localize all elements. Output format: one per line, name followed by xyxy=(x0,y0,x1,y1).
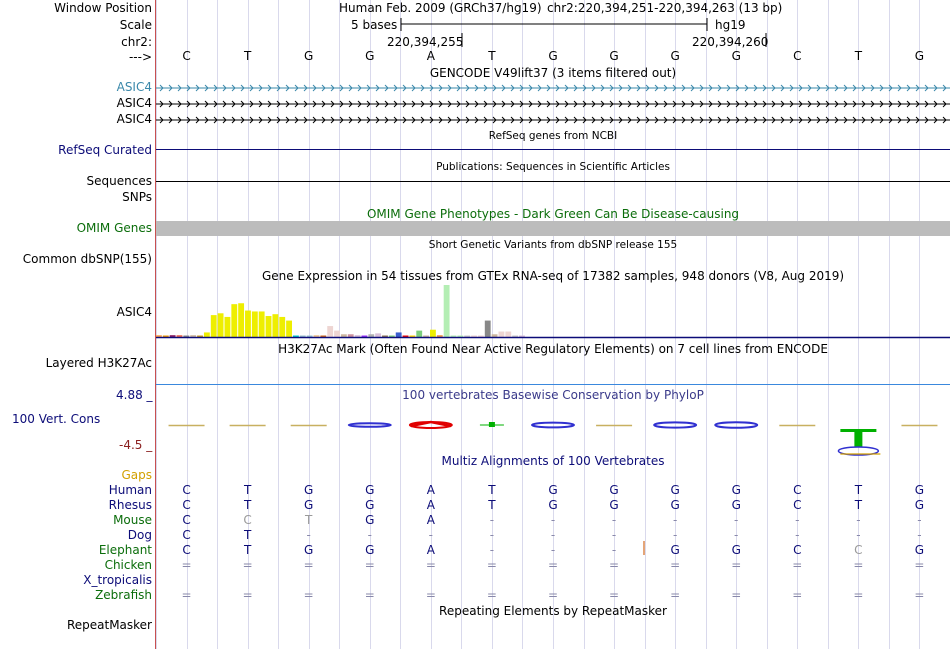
sequence-base: G xyxy=(304,49,314,63)
gtex-tissue-bar[interactable] xyxy=(348,334,354,337)
alignment-base: G xyxy=(304,543,314,557)
omim-label[interactable]: OMIM Genes xyxy=(76,221,152,235)
alignment-base: - xyxy=(550,543,556,557)
alignment-base: - xyxy=(611,528,617,542)
sequence-base: C xyxy=(182,49,191,63)
refseq-gene-line[interactable] xyxy=(156,149,950,150)
assembly-short: hg19 xyxy=(715,18,746,32)
species-label[interactable]: X_tropicalis xyxy=(83,573,152,587)
alignment-base: G xyxy=(304,483,314,497)
omim-gene-bar[interactable] xyxy=(156,221,950,236)
alignment-base: C xyxy=(182,528,191,542)
alignment-base: G xyxy=(365,498,375,512)
alignment-base: - xyxy=(917,513,922,527)
h3k27ac-signal-line[interactable] xyxy=(156,384,950,385)
gtex-title[interactable]: Gene Expression in 54 tissues from GTEx RNA-seq of 17382 samples, 948 donors (V8, Aug 2019) xyxy=(261,269,845,283)
gencode-item-label[interactable]: ASIC4 xyxy=(116,80,152,94)
alignment-base: = xyxy=(547,588,559,602)
alignment-base: G xyxy=(304,498,314,512)
alignment-base: C xyxy=(182,498,191,512)
alignment-base: T xyxy=(488,483,496,497)
alignment-base: A xyxy=(426,513,435,527)
alignment-base: = xyxy=(547,558,559,572)
gtex-tissue-bar[interactable] xyxy=(279,317,285,337)
dbsnp-label[interactable]: Common dbSNP(155) xyxy=(22,252,152,266)
snps-label[interactable]: SNPs xyxy=(122,190,152,204)
dbsnp-title[interactable]: Short Genetic Variants from dbSNP release 155 xyxy=(428,239,678,251)
alignment-base: G xyxy=(670,498,680,512)
alignment-base: A xyxy=(426,543,435,557)
alignment-base: - xyxy=(856,513,861,527)
elephant-insertion-marker xyxy=(643,541,646,557)
alignment-base: = xyxy=(242,588,253,602)
alignment-base: G xyxy=(914,483,925,497)
publications-line[interactable] xyxy=(156,181,950,182)
gtex-tissue-bar[interactable] xyxy=(314,335,320,337)
alignment-base: A xyxy=(426,498,435,512)
alignment-base: = xyxy=(670,558,681,572)
alignment-base: G xyxy=(731,498,741,512)
alignment-base: - xyxy=(611,513,617,527)
alignment-base: = xyxy=(731,588,742,602)
gtex-tissue-bar[interactable] xyxy=(430,330,436,337)
gtex-tissue-bar[interactable] xyxy=(204,332,210,337)
alignment-base: G xyxy=(731,483,741,497)
alignment-base: G xyxy=(548,483,558,497)
alignment-base: = xyxy=(486,588,497,602)
alignment-base: C xyxy=(854,543,863,557)
gtex-tissue-bar[interactable] xyxy=(396,332,402,337)
sequence-base: G xyxy=(609,49,619,63)
chrom-label: chr2: xyxy=(121,35,152,49)
species-label[interactable]: Human xyxy=(108,483,152,497)
gtex-tissue-bar[interactable] xyxy=(341,334,347,337)
sequence-base: T xyxy=(488,49,496,63)
sequence-base: T xyxy=(854,49,863,63)
alignment-base: - xyxy=(856,528,861,542)
alignment-base: T xyxy=(488,498,496,512)
window-position-label: Window Position xyxy=(54,1,152,15)
gtex-tissue-bar[interactable] xyxy=(259,311,265,337)
gtex-tissue-bar[interactable] xyxy=(485,321,491,337)
gtex-tissue-bar[interactable] xyxy=(355,335,361,337)
phylop-label[interactable]: 100 Vert. Cons xyxy=(12,412,101,426)
alignment-base: = xyxy=(670,588,681,602)
alignment-base: - xyxy=(917,528,922,542)
alignment-base: - xyxy=(611,543,617,557)
sequence-base: G xyxy=(731,49,741,63)
species-label[interactable]: Mouse xyxy=(113,513,152,527)
alignment-base: = xyxy=(853,588,864,602)
repeatmasker-label[interactable]: RepeatMasker xyxy=(66,618,152,632)
alignment-base: C xyxy=(243,513,252,527)
alignment-base: - xyxy=(489,528,495,542)
alignment-base: G xyxy=(365,543,375,557)
alignment-base: = xyxy=(486,558,497,572)
alignment-base: = xyxy=(303,588,314,602)
species-label[interactable]: Rhesus xyxy=(108,498,152,512)
assembly-title: Human Feb. 2009 (GRCh37/hg19) xyxy=(339,1,542,15)
alignment-base: - xyxy=(489,513,495,527)
gtex-tissue-bar[interactable] xyxy=(368,334,374,337)
alignment-base: G xyxy=(365,513,375,527)
gtex-tissue-bar[interactable] xyxy=(416,331,422,337)
alignment-base: = xyxy=(792,558,803,572)
alignment-base: T xyxy=(854,498,863,512)
coordinate-2: 220,394,260 xyxy=(692,35,769,49)
gtex-tissue-bar[interactable] xyxy=(375,333,381,337)
phylop-title[interactable]: 100 vertebrates Basewise Conservation by PhyloP xyxy=(402,388,704,402)
alignment-base: A xyxy=(426,483,435,497)
alignment-base: - xyxy=(672,513,678,527)
coordinate-1-tick xyxy=(461,33,463,49)
multiz-alignment[interactable] xyxy=(0,483,950,603)
gtex-tissue-bar[interactable] xyxy=(231,304,237,337)
gtex-tissue-bar[interactable] xyxy=(286,321,292,337)
alignment-base: G xyxy=(914,543,925,557)
alignment-base: G xyxy=(914,498,925,512)
alignment-base: G xyxy=(548,498,558,512)
gtex-tissue-bar[interactable] xyxy=(190,335,196,337)
alignment-base: = xyxy=(181,588,192,602)
sequence-base: G xyxy=(670,49,680,63)
phylop-letter-G xyxy=(532,423,574,428)
sequence-base: G xyxy=(365,49,375,63)
gtex-tissue-bar[interactable] xyxy=(266,316,272,337)
gtex-tissue-bar[interactable] xyxy=(327,326,333,337)
sequence-base: G xyxy=(914,49,925,63)
gtex-label[interactable]: ASIC4 xyxy=(116,305,152,319)
alignment-base: - xyxy=(734,513,739,527)
alignment-base: G xyxy=(365,483,375,497)
species-label[interactable]: Chicken xyxy=(104,558,152,572)
alignment-base: - xyxy=(367,528,372,542)
alignment-base: T xyxy=(854,483,863,497)
species-label[interactable]: Elephant xyxy=(98,543,152,557)
alignment-base: = xyxy=(364,588,375,602)
gencode-item-label[interactable]: ASIC4 xyxy=(116,96,152,110)
alignment-base: - xyxy=(795,528,800,542)
gtex-tissue-bar[interactable] xyxy=(238,303,244,337)
gtex-tissue-bar[interactable] xyxy=(218,313,224,337)
alignment-base: - xyxy=(734,528,739,542)
alignment-base: C xyxy=(182,483,191,497)
alignment-base: G xyxy=(670,543,680,557)
phylop-letter-G xyxy=(349,423,391,427)
phylop-conservation-logo[interactable] xyxy=(156,400,950,450)
alignment-base: G xyxy=(670,483,680,497)
sequence-base: T xyxy=(243,49,252,63)
alignment-base: - xyxy=(489,543,495,557)
alignment-base: G xyxy=(609,498,619,512)
gtex-tissue-bar[interactable] xyxy=(225,317,231,337)
alignment-base: G xyxy=(609,483,619,497)
gtex-tissue-bar[interactable] xyxy=(156,335,162,337)
alignment-base: - xyxy=(428,528,434,542)
alignment-base: C xyxy=(793,483,802,497)
gtex-tissue-bar[interactable] xyxy=(334,331,340,337)
h3k27ac-label[interactable]: Layered H3K27Ac xyxy=(45,356,152,370)
gtex-tissue-bar[interactable] xyxy=(437,335,443,337)
alignment-base: - xyxy=(550,528,556,542)
species-label[interactable]: Zebrafish xyxy=(95,588,152,602)
gtex-tissue-bar[interactable] xyxy=(499,332,505,337)
gtex-tissue-bar[interactable] xyxy=(211,315,217,337)
gencode-title[interactable]: GENCODE V49lift37 (3 items filtered out) xyxy=(429,66,677,80)
coordinate-1: 220,394,255 xyxy=(387,35,464,49)
alignment-base: = xyxy=(609,558,620,572)
phylop-letter-G xyxy=(654,422,696,427)
alignment-base: T xyxy=(305,513,313,527)
gtex-tissue-bar[interactable] xyxy=(505,332,511,337)
gtex-tissue-bar[interactable] xyxy=(272,314,278,337)
gtex-tissue-bar[interactable] xyxy=(245,311,251,337)
scale-bar-text: 5 bases xyxy=(351,18,398,32)
omim-title[interactable]: OMIM Gene Phenotypes - Dark Green Can Be Disease-causing xyxy=(366,207,740,221)
alignment-base: - xyxy=(550,513,556,527)
phylop-min-label: -4.5 _ xyxy=(119,438,153,452)
repeatmasker-title[interactable]: Repeating Elements by RepeatMasker xyxy=(439,604,667,618)
alignment-base: = xyxy=(425,558,436,572)
h3k27ac-title[interactable]: H3K27Ac Mark (Often Found Near Active Regulatory Elements) on 7 cell lines from ENCODE xyxy=(278,342,828,356)
multiz-title[interactable]: Multiz Alignments of 100 Vertebrates xyxy=(441,454,665,468)
species-label[interactable]: Dog xyxy=(127,528,152,542)
alignment-base: T xyxy=(243,498,252,512)
alignment-base: G xyxy=(731,543,741,557)
alignment-base: = xyxy=(425,588,436,602)
gtex-tissue-bar[interactable] xyxy=(177,335,183,337)
gencode-item-label[interactable]: ASIC4 xyxy=(116,112,152,126)
alignment-base: C xyxy=(793,543,802,557)
sequence-base: A xyxy=(426,49,435,63)
gtex-bar-chart[interactable] xyxy=(156,283,950,339)
gaps-label: Gaps xyxy=(121,468,152,482)
alignment-base: = xyxy=(914,558,925,572)
sequence-base: G xyxy=(548,49,558,63)
phylop-max-label: 4.88 _ xyxy=(116,388,153,402)
alignment-base: C xyxy=(182,513,191,527)
alignment-base: T xyxy=(243,543,252,557)
alignment-base: = xyxy=(303,558,314,572)
publications-title[interactable]: Publications: Sequences in Scientific Articles xyxy=(436,161,670,173)
gtex-tissue-bar[interactable] xyxy=(170,335,176,337)
alignment-base: = xyxy=(181,558,192,572)
publications-label[interactable]: Sequences xyxy=(86,174,152,188)
alignment-base: = xyxy=(242,558,253,572)
refseq-title[interactable]: RefSeq genes from NCBI xyxy=(488,130,618,142)
alignment-base: - xyxy=(306,528,311,542)
base-sequence xyxy=(0,49,950,63)
alignment-base: = xyxy=(364,558,375,572)
alignment-base: = xyxy=(914,588,925,602)
alignment-base: T xyxy=(243,528,252,542)
gtex-tissue-bar[interactable] xyxy=(252,311,258,337)
alignment-base: = xyxy=(609,588,620,602)
position-readout: chr2:220,394,251-220,394,263 (13 bp) xyxy=(547,1,783,15)
alignment-base: C xyxy=(182,543,191,557)
alignment-base: = xyxy=(731,558,742,572)
phylop-letter-G xyxy=(715,422,757,428)
alignment-base: - xyxy=(672,528,678,542)
strand-label: ---> xyxy=(128,50,152,64)
gtex-tissue-bar[interactable] xyxy=(444,285,450,337)
scale-bar xyxy=(398,17,710,33)
alignment-base: = xyxy=(792,588,803,602)
coordinate-2-tick xyxy=(765,33,767,49)
alignment-base: T xyxy=(243,483,252,497)
sequence-base: C xyxy=(793,49,802,63)
alignment-base: C xyxy=(793,498,802,512)
alignment-base: - xyxy=(795,513,800,527)
refseq-label[interactable]: RefSeq Curated xyxy=(58,143,152,157)
gencode-transcripts[interactable] xyxy=(156,80,950,128)
scale-label: Scale xyxy=(119,18,152,32)
gtex-tissue-bar[interactable] xyxy=(492,334,498,337)
alignment-base: = xyxy=(853,558,864,572)
